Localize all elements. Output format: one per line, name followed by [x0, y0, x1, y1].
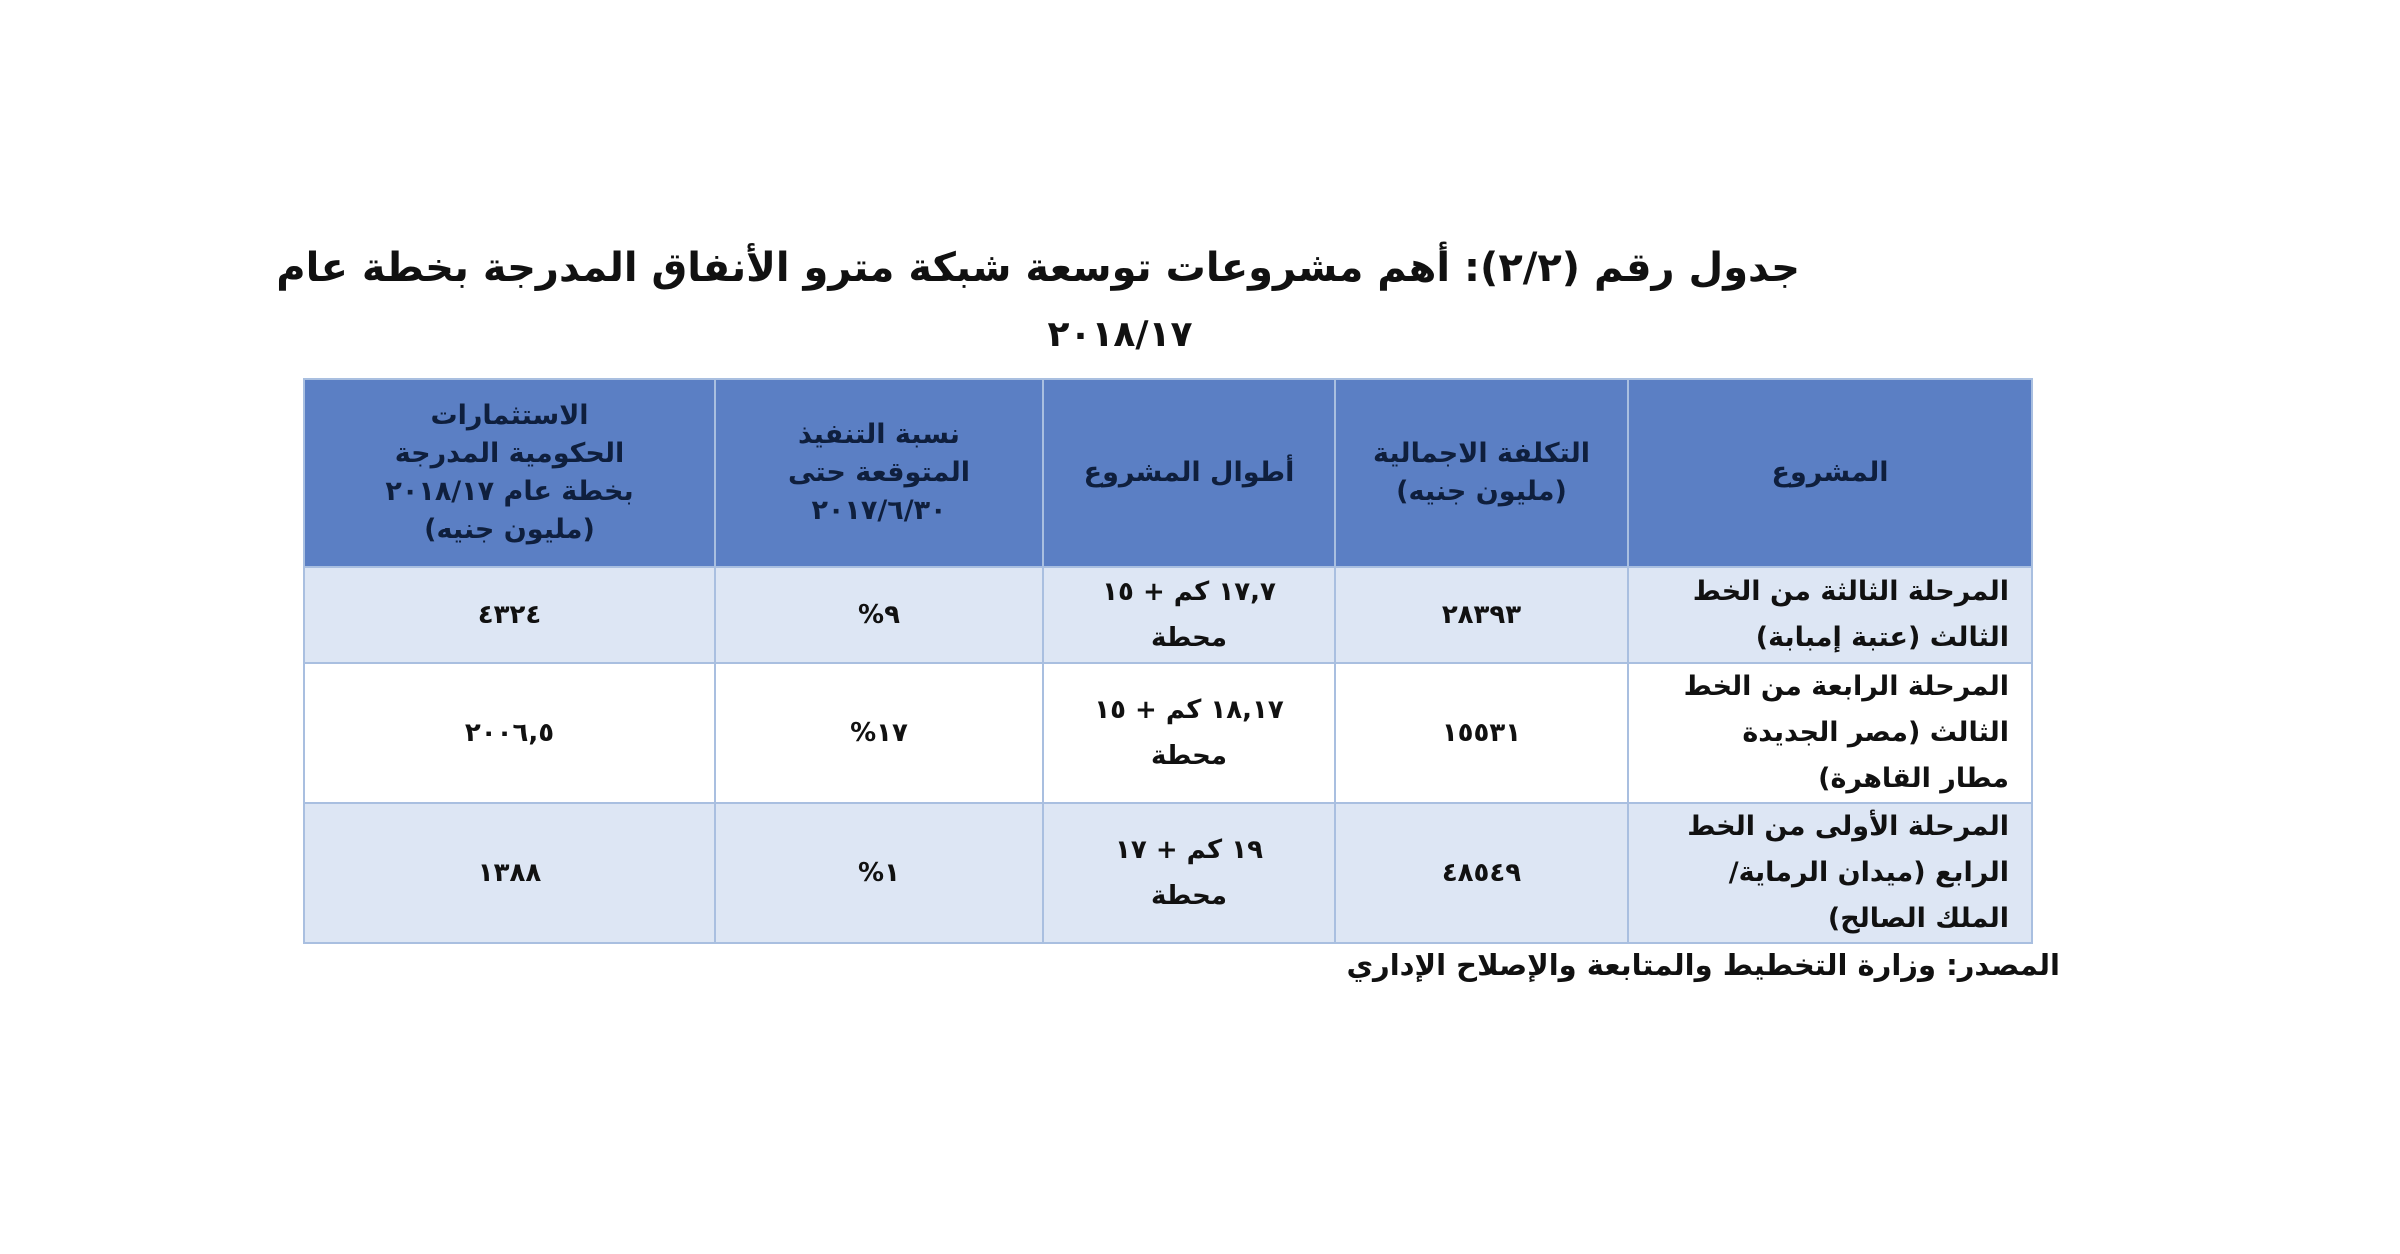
cell-completion: ٩% [715, 567, 1043, 663]
header-line: التكلفة الاجمالية [1373, 438, 1590, 469]
header-total-cost [1335, 379, 1628, 567]
cell-investment: ٤٣٢٤ [304, 567, 715, 663]
header-line: بخطة عام ٢٠١٨/١٧ [385, 476, 634, 507]
cell-line: الرابع (ميدان الرماية/ [1728, 857, 2009, 888]
header-line: الحكومية المدرجة [394, 438, 625, 469]
header-project [1628, 379, 2032, 567]
cell-length [1043, 567, 1335, 663]
header-line: الاستثمارات [430, 400, 589, 431]
cell-project [1628, 567, 2032, 663]
cell-line: المرحلة الأولى من الخط [1687, 811, 2009, 842]
table-title: جدول رقم (٢/٢): أهم مشروعات توسعة شبكة مترو الأنفاق المدرجة بخطة عام [276, 245, 1800, 291]
header-line: (مليون جنيه) [424, 514, 595, 545]
cell-cost: ٤٨٥٤٩ [1335, 803, 1628, 943]
cell-line: ١٩ كم + ١٧ [1115, 835, 1263, 865]
header-line: (مليون جنيه) [1396, 476, 1567, 507]
table-row [304, 663, 2032, 803]
cell-line: محطة [1151, 623, 1227, 653]
cell-length [1043, 803, 1335, 943]
cell-line: الثالث (عتبة إمبابة) [1755, 622, 2009, 653]
header-gov-investment [304, 379, 715, 567]
header-project-length [1043, 379, 1335, 567]
cell-investment: ٢٠٠٦,٥ [304, 663, 715, 803]
header-line: أطوال المشروع [1083, 457, 1295, 488]
cell-cost: ١٥٥٣١ [1335, 663, 1628, 803]
cell-project [1628, 803, 2032, 943]
header-line: المتوقعة حتى [788, 457, 970, 488]
cell-project [1628, 663, 2032, 803]
header-line: المشروع [1771, 457, 1889, 488]
cell-length [1043, 663, 1335, 803]
metro-projects-table [303, 378, 2033, 944]
table-row [304, 567, 2032, 663]
table-title-year: ٢٠١٨/١٧ [1047, 314, 1193, 355]
cell-completion: ١٧% [715, 663, 1043, 803]
source-note: المصدر: وزارة التخطيط والمتابعة والإصلاح الإداري [1346, 948, 2060, 982]
cell-line: محطة [1151, 881, 1227, 911]
table-row [304, 803, 2032, 943]
cell-line: الملك الصالح) [1827, 903, 2009, 934]
cell-line: المرحلة الثالثة من الخط [1692, 576, 2009, 607]
cell-line: ١٨,١٧ كم + ١٥ [1094, 695, 1284, 725]
table-header-row [304, 379, 2032, 567]
cell-line: الثالث (مصر الجديدة [1742, 717, 2009, 748]
header-completion-rate [715, 379, 1043, 567]
cell-investment: ١٣٨٨ [304, 803, 715, 943]
cell-completion: ١% [715, 803, 1043, 943]
cell-line: ١٧,٧ كم + ١٥ [1102, 577, 1276, 607]
header-line: نسبة التنفيذ [798, 419, 960, 450]
cell-line: مطار القاهرة) [1818, 763, 2009, 794]
cell-line: المرحلة الرابعة من الخط [1683, 671, 2009, 702]
header-line: ٢٠١٧/٦/٣٠ [811, 495, 947, 526]
cell-line: محطة [1151, 741, 1227, 771]
cell-cost: ٢٨٣٩٣ [1335, 567, 1628, 663]
